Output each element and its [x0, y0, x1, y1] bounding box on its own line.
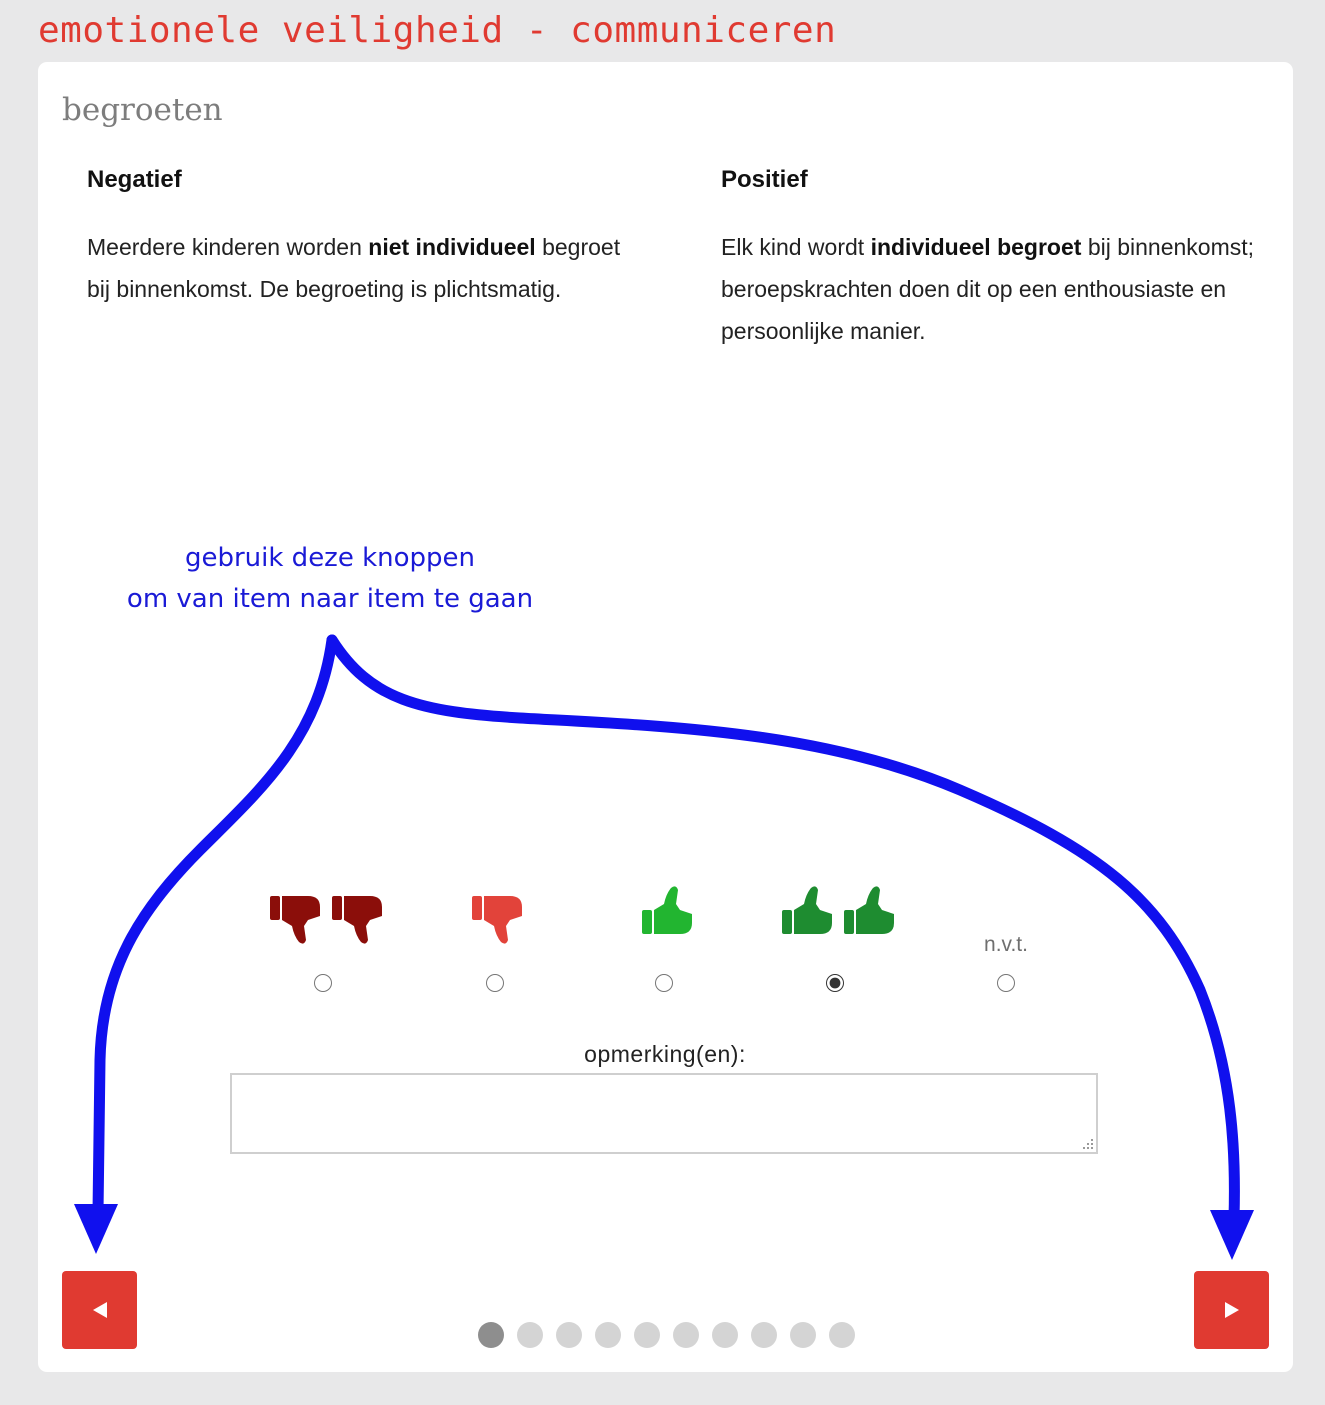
pagination-dot[interactable]: [595, 1322, 621, 1348]
double-thumbs-down-icon: [268, 880, 386, 950]
remarks-label: opmerking(en):: [584, 1041, 746, 1067]
remarks-textarea[interactable]: [230, 1073, 1098, 1154]
rating-radio-double-negative[interactable]: [314, 974, 332, 992]
positive-column: [721, 166, 1261, 352]
pagination-dot[interactable]: [829, 1322, 855, 1348]
pagination-dots: [478, 1322, 855, 1348]
resize-grip-icon[interactable]: [1080, 1136, 1094, 1150]
negative-description: Meerdere kinderen worden niet individueel begroet bij binnenkomst. De begroeting is plichtsmatig.: [87, 234, 621, 302]
annotation-line-1: gebruik deze knoppen: [184, 543, 476, 573]
triangle-left-icon: [89, 1299, 111, 1321]
annotation-line-2: om van item naar item te gaan: [126, 584, 534, 614]
annotation-text: [90, 538, 570, 620]
negative-column: [87, 166, 627, 310]
pagination-dot[interactable]: [790, 1322, 816, 1348]
rating-radio-negative[interactable]: [486, 974, 504, 992]
pagination-dot[interactable]: [517, 1322, 543, 1348]
pagination-dot[interactable]: [673, 1322, 699, 1348]
page-title: emotionele veiligheid - communiceren: [38, 10, 837, 51]
double-thumbs-up-icon: [780, 880, 898, 950]
rating-radio-nvt[interactable]: [997, 974, 1015, 992]
next-item-button[interactable]: [1194, 1271, 1269, 1349]
thumbs-down-icon: [470, 880, 526, 950]
previous-item-button[interactable]: [62, 1271, 137, 1349]
triangle-right-icon: [1221, 1299, 1243, 1321]
positive-heading: Positief: [721, 166, 808, 193]
rating-radio-double-positive[interactable]: [826, 974, 844, 992]
pagination-dot[interactable]: [478, 1322, 504, 1348]
nvt-label: n.v.t.: [984, 933, 1028, 956]
pagination-dot[interactable]: [634, 1322, 660, 1348]
pagination-dot[interactable]: [556, 1322, 582, 1348]
rating-radio-positive[interactable]: [655, 974, 673, 992]
pagination-dot[interactable]: [751, 1322, 777, 1348]
pagination-dot[interactable]: [712, 1322, 738, 1348]
thumbs-up-icon: [640, 880, 696, 950]
positive-description: Elk kind wordt individueel begroet bij binnenkomst; beroepskrachten doen dit op een enthousiaste en persoonlijke manier.: [721, 234, 1255, 344]
negative-heading: Negatief: [87, 166, 182, 193]
item-title: begroeten: [62, 92, 223, 128]
